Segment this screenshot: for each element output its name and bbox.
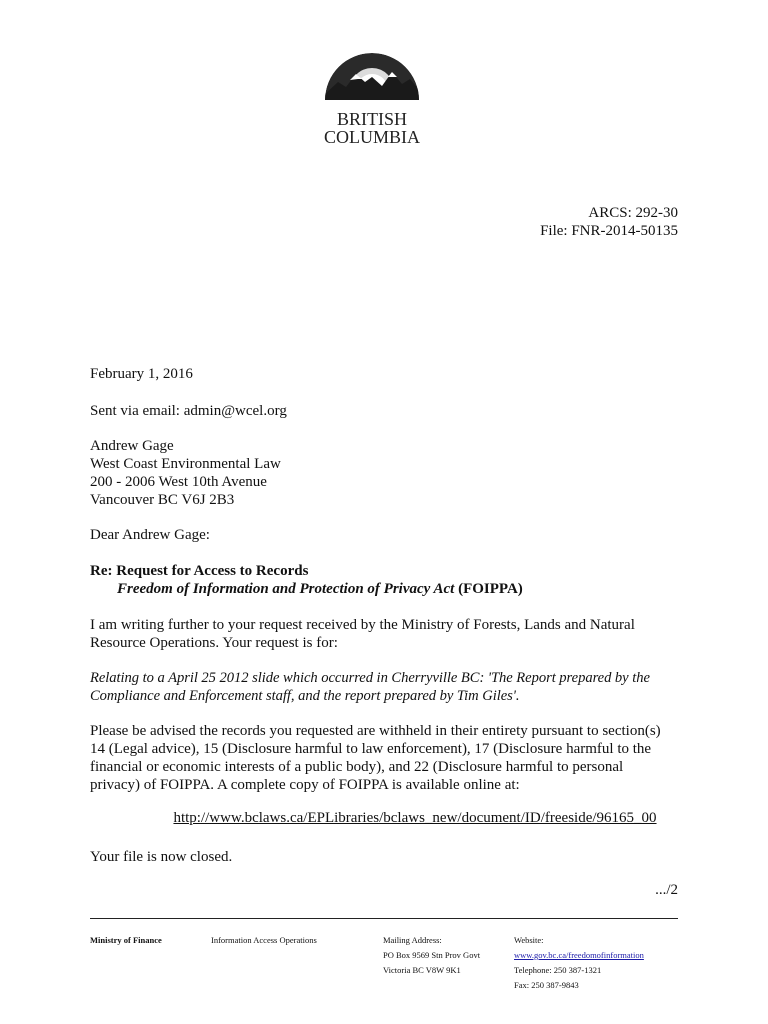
footer-branch bbox=[211, 933, 317, 948]
telephone-number: Telephone: 250 387-1321 bbox=[514, 965, 602, 975]
intro-line-2: Resource Operations. Your request is for: bbox=[90, 635, 338, 651]
footer-ministry bbox=[90, 933, 162, 948]
logo-text-columbia: COLUMBIA bbox=[323, 127, 421, 147]
website-label: Website: bbox=[514, 935, 544, 945]
arcs-number: ARCS: 292-30 bbox=[588, 205, 678, 221]
withheld-line-3: financial or economic interests of a public body), and 22 (Disclosure harmful to personal bbox=[90, 759, 624, 775]
website-link[interactable]: www.gov.bc.ca/freedomofinformation bbox=[514, 950, 644, 960]
footer-divider bbox=[90, 918, 678, 919]
subject-act bbox=[90, 580, 682, 598]
reference-numbers bbox=[540, 204, 678, 240]
bc-government-logo bbox=[310, 44, 434, 150]
subject-line bbox=[90, 562, 682, 598]
footer-mailing-address bbox=[383, 933, 480, 978]
recipient-street: 200 - 2006 West 10th Avenue bbox=[90, 474, 267, 490]
intro-paragraph bbox=[90, 616, 682, 652]
mailing-line-2: Victoria BC V8W 9K1 bbox=[383, 965, 461, 975]
withheld-line-2: 14 (Legal advice), 15 (Disclosure harmful to law enforcement), 17 (Disclosure harmful to the bbox=[90, 741, 652, 757]
ministry-name: Ministry of Finance bbox=[90, 935, 162, 945]
recipient-address bbox=[90, 437, 682, 509]
request-line-2: Compliance and Enforcement staff, and the report prepared by Tim Giles'. bbox=[90, 688, 520, 704]
recipient-name: Andrew Gage bbox=[90, 438, 174, 454]
request-quote bbox=[90, 669, 682, 705]
subject-title: Re: Request for Access to Records bbox=[90, 563, 309, 579]
footer-website bbox=[514, 933, 644, 993]
intro-line-1: I am writing further to your request received by the Ministry of Forests, Lands and Natural bbox=[90, 617, 635, 633]
bc-sun-mountain-emblem bbox=[310, 44, 434, 150]
act-abbrev: (FOIPPA) bbox=[454, 581, 523, 597]
branch-name: Information Access Operations bbox=[211, 935, 317, 945]
foippa-url-line bbox=[90, 810, 690, 827]
request-line-1: Relating to a April 25 2012 slide which occurred in Cherryville BC: 'The Report prepared by the bbox=[90, 670, 650, 686]
page-continuation: .../2 bbox=[655, 882, 678, 898]
recipient-city: Vancouver BC V6J 2B3 bbox=[90, 492, 235, 508]
fax-number: Fax: 250 387-9843 bbox=[514, 980, 579, 990]
act-name: Freedom of Information and Protection of Privacy Act bbox=[117, 581, 455, 597]
logo-text-british: BRITISH bbox=[336, 109, 408, 129]
withheld-line-1: Please be advised the records you requested are withheld in their entirety pursuant to section(s) bbox=[90, 723, 661, 739]
salutation: Dear Andrew Gage: bbox=[90, 527, 210, 543]
file-closed-statement: Your file is now closed. bbox=[90, 849, 233, 865]
withheld-line-4: privacy) of FOIPPA. A complete copy of FOIPPA is available online at: bbox=[90, 777, 520, 793]
recipient-organization: West Coast Environmental Law bbox=[90, 456, 281, 472]
file-number: File: FNR-2014-50135 bbox=[540, 223, 678, 239]
sent-via-email: Sent via email: admin@wcel.org bbox=[90, 403, 287, 419]
mailing-label: Mailing Address: bbox=[383, 935, 442, 945]
withheld-paragraph bbox=[90, 722, 682, 794]
mailing-line-1: PO Box 9569 Stn Prov Govt bbox=[383, 950, 481, 960]
foippa-url-link[interactable]: http://www.bclaws.ca/EPLibraries/bclaws_new/document/ID/freeside/96165_00 bbox=[173, 810, 657, 826]
letter-date: February 1, 2016 bbox=[90, 366, 193, 382]
